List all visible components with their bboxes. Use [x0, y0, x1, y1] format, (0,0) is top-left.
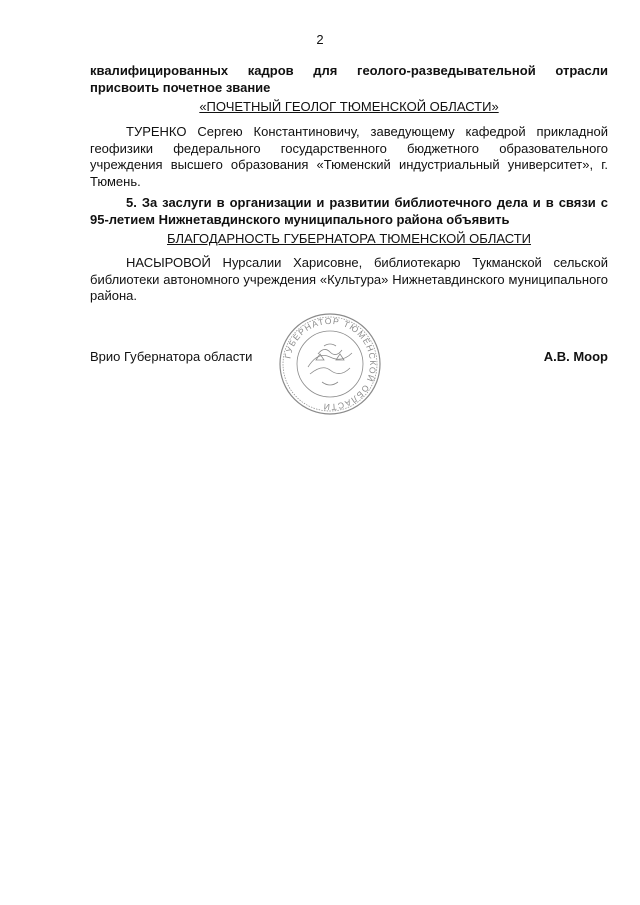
award-title-governor-gratitude: БЛАГОДАРНОСТЬ ГУБЕРНАТОРА ТЮМЕНСКОЙ ОБЛАСТИ — [167, 231, 531, 246]
signatory-title: Врио Губернатора области — [90, 349, 253, 364]
award-intro-paragraph: квалифицированных кадров для геолого-разведывательной отрасли присвоить почетное звание — [90, 63, 608, 95]
official-seal-stamp — [278, 312, 382, 416]
awardee-paragraph-nasyrova: НАСЫРОВОЙ Нурсалии Харисовне, библиотекарю Тукманской сельской библиотеки автономного учреждения «Культура» Нижнетавдинского муниципального района. — [90, 255, 608, 303]
seal-outer-ring — [280, 314, 380, 414]
signatory-name: А.В. Моор — [543, 349, 608, 364]
seal-ring-text: ГУБЕРНАТОР ТЮМЕНСКОЙ ОБЛАСТИ — [282, 315, 379, 413]
seal-emblem — [308, 344, 352, 385]
award-title-honorary-geologist: «ПОЧЕТНЫЙ ГЕОЛОГ ТЮМЕНСКОЙ ОБЛАСТИ» — [199, 99, 499, 114]
page-number: 2 — [316, 32, 324, 47]
seal-inner-ring — [297, 331, 363, 397]
awardee-paragraph-turenko: ТУРЕНКО Сергею Константиновичу, заведующему кафедрой прикладной геофизики федерального государственного бюджетного образовательного учреждения высшего образования «Тюменский индустриальный университет», г. Тюмень. — [90, 124, 608, 189]
section-5-paragraph: 5. За заслуги в организации и развитии библиотечного дела и в связи с 95-летием Нижнетавдинского муниципального района объявить — [90, 195, 608, 227]
